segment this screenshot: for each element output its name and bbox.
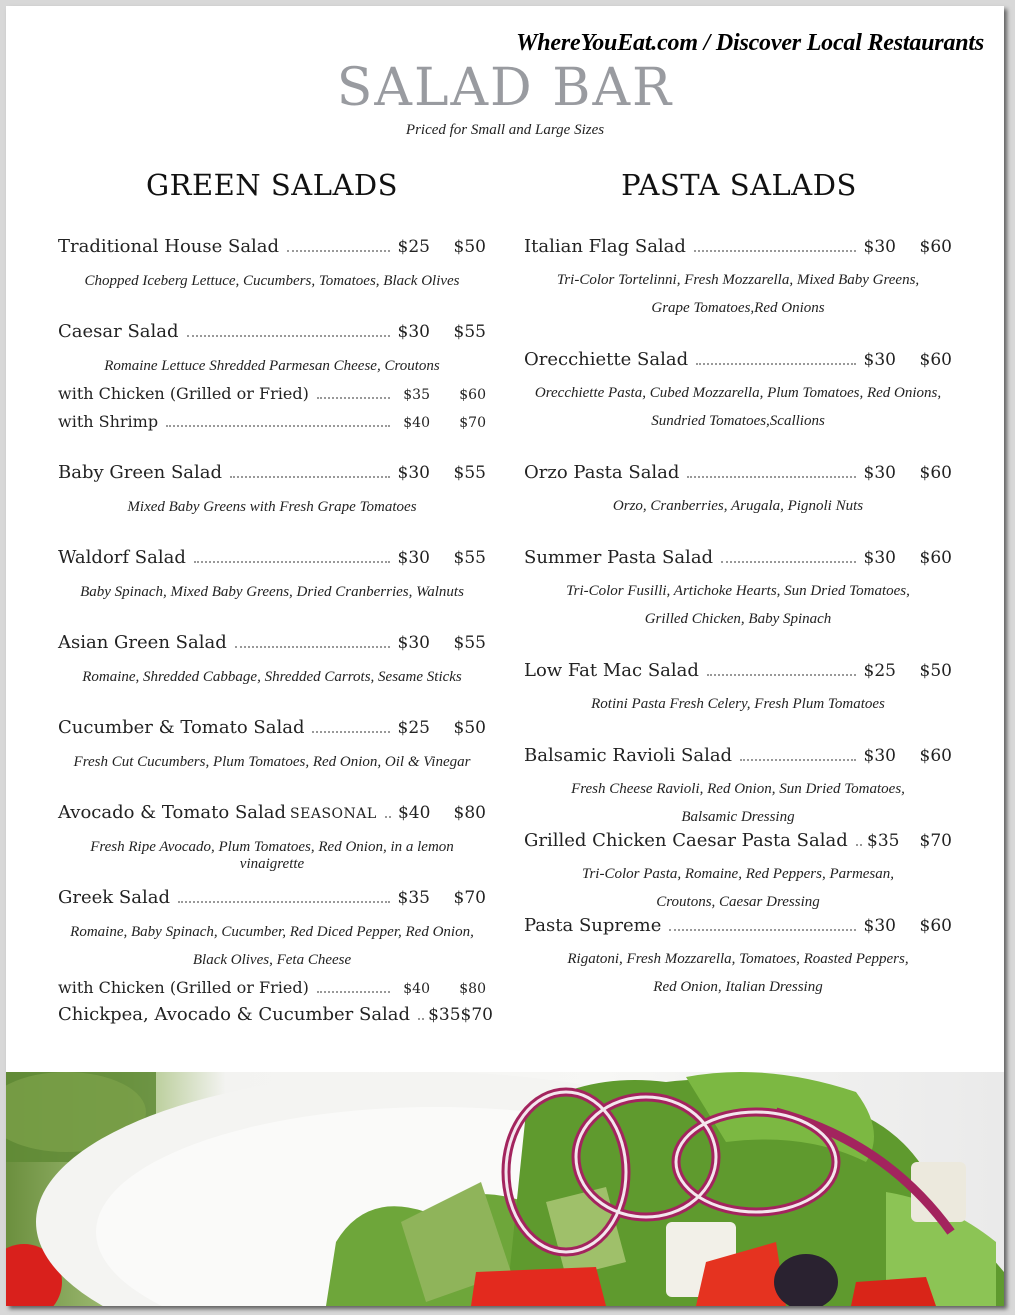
price-small: $30 <box>397 463 430 483</box>
item-name: Balsamic Ravioli Salad <box>524 745 733 766</box>
item-name: Caesar Salad <box>58 321 179 342</box>
leader-dots <box>740 758 856 761</box>
leader-dots <box>235 645 390 648</box>
item-description: Red Onion, Italian Dressing <box>653 979 823 995</box>
menu-addon <box>58 412 486 431</box>
price-large: $60 <box>919 916 952 936</box>
seasonal-tag: SEASONAL <box>290 806 377 822</box>
addon-name: with Shrimp <box>58 412 159 431</box>
menu-item <box>58 547 486 568</box>
item-description: Romaine, Shredded Cabbage, Shredded Carrots, Sesame Sticks <box>82 669 462 685</box>
item-description: Fresh Cheese Ravioli, Red Onion, Sun Dried Tomatoes, <box>571 781 905 797</box>
item-name: Baby Green Salad <box>58 462 223 483</box>
item-description: Fresh Ripe Avocado, Plum Tomatoes, Red Onion, in a lemon vinaigrette <box>90 839 454 872</box>
item-description: Fresh Cut Cucumbers, Plum Tomatoes, Red Onion, Oil & Vinegar <box>73 754 471 770</box>
menu-addon <box>58 978 486 997</box>
price-small: $30 <box>863 350 896 370</box>
menu-addon <box>58 384 486 403</box>
salad-photo <box>6 1072 1004 1306</box>
item-name: Low Fat Mac Salad <box>524 660 699 681</box>
menu-item <box>524 462 952 483</box>
price-large: $50 <box>919 661 952 681</box>
pasta-salads-heading: PASTA SALADS <box>621 168 857 202</box>
menu-item <box>58 236 486 257</box>
price-large: $70 <box>459 415 486 431</box>
price-small: $30 <box>863 746 896 766</box>
item-description: Rotini Pasta Fresh Celery, Fresh Plum Tomatoes <box>591 696 885 712</box>
menu-item <box>524 745 952 766</box>
price-small: $25 <box>397 237 430 257</box>
leader-dots <box>166 424 390 427</box>
item-name: Waldorf Salad <box>58 547 186 568</box>
item-description: Tri-Color Pasta, Romaine, Red Peppers, Parmesan, <box>581 866 895 882</box>
menu-item <box>58 632 486 653</box>
item-description: Chopped Iceberg Lettuce, Cucumbers, Tomatoes, Black Olives <box>84 273 460 289</box>
green-salads-heading: GREEN SALADS <box>145 168 399 202</box>
leader-dots <box>696 362 856 365</box>
item-name: Asian Green Salad <box>58 632 227 653</box>
price-small: $35 <box>867 831 900 851</box>
price-small: $30 <box>397 633 430 653</box>
item-description: Tri-Color Fusilli, Artichoke Hearts, Sun Dried Tomatoes, <box>566 583 910 599</box>
item-name: Pasta Supreme <box>524 915 662 936</box>
price-small: $35 <box>428 1005 461 1025</box>
leader-dots <box>312 730 390 733</box>
item-name: Italian Flag Salad <box>524 236 686 257</box>
item-description: Baby Spinach, Mixed Baby Greens, Dried Cranberries, Walnuts <box>80 584 464 600</box>
item-name: Chickpea, Avocado & Cucumber Salad <box>58 1004 411 1025</box>
item-description: Rigatoni, Fresh Mozzarella, Tomatoes, Roasted Peppers, <box>567 951 909 967</box>
price-large: $55 <box>453 463 486 483</box>
leader-dots <box>187 334 390 337</box>
price-small: $35 <box>397 888 430 908</box>
price-large: $60 <box>919 463 952 483</box>
leader-dots <box>721 560 856 563</box>
item-name-text: Avocado & Tomato Salad <box>58 802 287 823</box>
price-large: $60 <box>459 387 486 403</box>
price-large: $70 <box>453 888 486 908</box>
addon-name: with Chicken (Grilled or Fried) <box>58 978 309 997</box>
item-description: Romaine, Baby Spinach, Cucumber, Red Diced Pepper, Red Onion, <box>70 924 474 940</box>
leader-dots <box>856 843 862 846</box>
leader-dots <box>287 249 390 252</box>
leader-dots <box>707 673 856 676</box>
price-large: $60 <box>919 350 952 370</box>
price-large: $60 <box>919 237 952 257</box>
watermark[interactable]: WhereYouEat.com / Discover Local Restaurants <box>516 30 984 56</box>
page-subtitle: Priced for Small and Large Sizes <box>405 122 605 138</box>
leader-dots <box>694 249 856 252</box>
leader-dots <box>385 815 391 818</box>
leader-dots <box>317 990 390 993</box>
price-large: $50 <box>453 237 486 257</box>
price-small: $35 <box>403 387 430 403</box>
item-name: Grilled Chicken Caesar Pasta Salad <box>524 830 848 851</box>
salad-illustration <box>6 1072 1004 1306</box>
menu-item <box>58 887 486 908</box>
item-name: Greek Salad <box>58 887 170 908</box>
price-small: $30 <box>863 463 896 483</box>
menu-item <box>58 717 486 738</box>
price-small: $40 <box>403 981 430 997</box>
price-large: $55 <box>453 322 486 342</box>
price-large: $60 <box>919 548 952 568</box>
menu-item <box>524 830 952 851</box>
price-small: $30 <box>863 237 896 257</box>
price-small: $30 <box>397 548 430 568</box>
menu-item <box>524 915 952 936</box>
page-title: SALAD BAR <box>336 58 674 118</box>
menu-item <box>524 236 952 257</box>
item-description: Grilled Chicken, Baby Spinach <box>644 611 832 627</box>
leader-dots <box>669 928 856 931</box>
item-name: Orecchiette Salad <box>524 349 689 370</box>
item-name: Traditional House Salad <box>58 236 280 257</box>
price-large: $70 <box>460 1005 493 1025</box>
item-description: Balsamic Dressing <box>681 809 795 825</box>
price-small: $30 <box>863 548 896 568</box>
price-small: $40 <box>403 415 430 431</box>
price-large: $60 <box>919 746 952 766</box>
item-description: Sundried Tomatoes,Scallions <box>651 413 825 429</box>
menu-item <box>58 462 486 483</box>
leader-dots <box>230 475 390 478</box>
item-description: Orzo, Cranberries, Arugala, Pignoli Nuts <box>612 498 864 514</box>
price-large: $80 <box>459 981 486 997</box>
price-small: $30 <box>863 916 896 936</box>
price-large: $80 <box>453 803 486 823</box>
leader-dots <box>687 475 856 478</box>
menu-item <box>58 802 486 823</box>
leader-dots <box>178 900 390 903</box>
item-description: Black Olives, Feta Cheese <box>192 952 352 968</box>
item-description: Orecchiette Pasta, Cubed Mozzarella, Plum Tomatoes, Red Onions, <box>534 385 942 401</box>
menu-item <box>524 660 952 681</box>
item-name: Summer Pasta Salad <box>524 547 714 568</box>
menu-item <box>524 547 952 568</box>
item-description: Croutons, Caesar Dressing <box>656 894 820 910</box>
item-description: Tri-Color Tortelinni, Fresh Mozzarella, Mixed Baby Greens, <box>556 272 920 288</box>
leader-dots <box>317 396 390 399</box>
leader-dots <box>418 1017 424 1020</box>
price-small: $25 <box>397 718 430 738</box>
item-name: Orzo Pasta Salad <box>524 462 680 483</box>
item-description: Mixed Baby Greens with Fresh Grape Tomatoes <box>127 499 417 515</box>
price-large: $55 <box>453 548 486 568</box>
price-large: $70 <box>919 831 952 851</box>
price-small: $30 <box>397 322 430 342</box>
menu-item <box>58 1004 493 1025</box>
price-large: $55 <box>453 633 486 653</box>
item-description: Romaine Lettuce Shredded Parmesan Cheese, Croutons <box>104 358 440 374</box>
menu-item <box>524 349 952 370</box>
item-name <box>58 802 377 823</box>
menu-item <box>58 321 486 342</box>
price-small: $40 <box>397 803 431 823</box>
price-large: $50 <box>453 718 486 738</box>
leader-dots <box>194 560 390 563</box>
addon-name: with Chicken (Grilled or Fried) <box>58 384 309 403</box>
item-description: Grape Tomatoes,Red Onions <box>651 300 825 316</box>
price-small: $25 <box>863 661 896 681</box>
menu-page <box>6 6 1004 1306</box>
item-name: Cucumber & Tomato Salad <box>58 717 305 738</box>
